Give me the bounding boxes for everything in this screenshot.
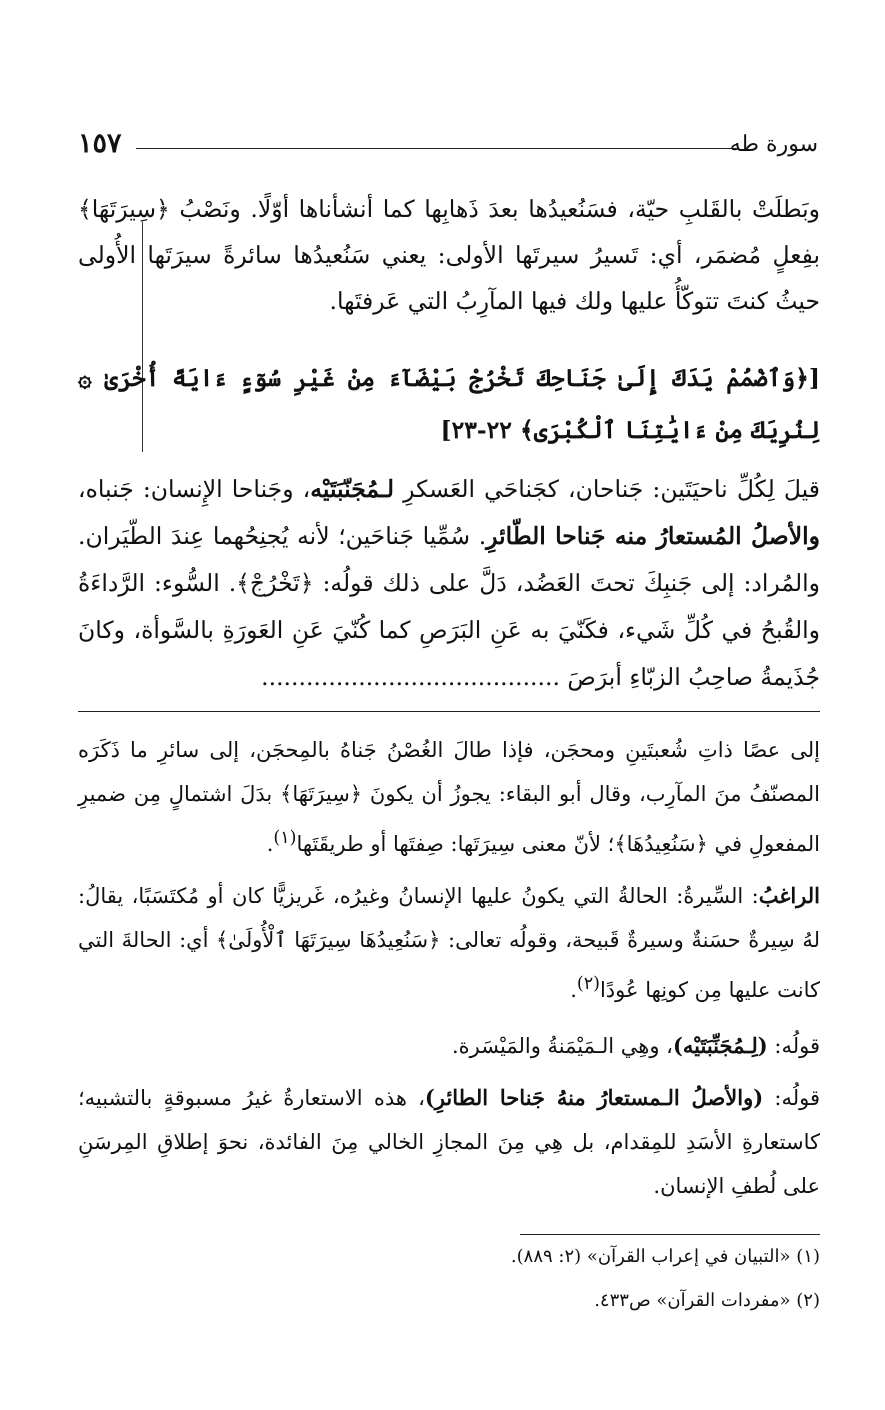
commentary-paragraph-1: إلى عصًا ذاتِ شُعبتَينِ ومحجَن، فإذا طالَ الغُصْنُ جَناهُ بالمِحجَن، إلى سائرِ ما ذَكَرَه المصنّفُ منَ المآرِب، وقال أبو البقاء: يجوزُ أن يكونَ ﴿سِيرَتَهَا﴾ بدَلَ اشتمالٍ مِن ضميرِ المفعولِ في ﴿سَنُعِيدُهَا﴾؛ لأنّ معنى سِيرَتَها: صِفتَها أو طريقَتَها$^{(١)}$. — [78, 738, 820, 856]
c4-lead: قولُه: — [763, 1086, 820, 1110]
c1-text: إلى عصًا ذاتِ شُعبتَينِ ومحجَن، فإذا طالَ الغُصْنُ جَناهُ بالمِحجَن، إلى سائرِ ما ذَكَرَه المصنّفُ منَ المآرِب، وقال أبو البقاء: يجوزُ أن يكونَ ﴿سِيرَتَهَا﴾ بدَلَ اشتمالٍ مِن ضميرِ المفعولِ في ﴿سَنُعِيدُهَا﴾؛ لأنّ معنى سِيرَتَها: صِفتَها أو طريقَتَها — [78, 738, 820, 856]
c3-rest: ، وهِي الـمَيْمَنةُ والمَيْسَرة. — [451, 1034, 673, 1058]
c2-text: : السِّيرةُ: الحالةُ التي يكونُ عليها الإنسانُ وغيرُه، غَريزيًّا كان أو مُكتَسَبًا، يقالُ: لهُ سِيرةٌ حسَنةٌ وسيرةٌ قَبيحة، وقولُه تعالى: ﴿سَنُعِيدُهَا سِيرَتَهَا ٱلْأُولَىٰ﴾ أي: الحالةَ التي كانت عليها مِن كونِها عُودًا — [78, 884, 820, 1002]
p2-ref: لـمُجَنّبَتَيْه — [310, 475, 395, 503]
p2-mid2: . سُمِّيا جَناحَين؛ لأنه يُجنِحُهما عِندَ الطّيَران. والمُراد: إلى جَنبِكَ تحتَ العَضُد، دَلَّ على ذلك قولُه: ﴿تَخْرُجْ﴾. السُّوء: الرَّداءَةُ والقُبحُ في كُلِّ شَيء، فكَنّيَ به عَنِ البَرَصِ كما كُنّيَ عَنِ العَورَةِ بالسَّوأة، وكانَ جُذَيمةُ صاحِبُ الزبّاءِ أبرَصَ — [78, 522, 820, 691]
c3-lead: قولُه: — [767, 1034, 820, 1058]
page-header — [78, 128, 818, 168]
c4-quote: (والأصلُ الـمستعارُ منهُ جَناحا الطائرِ) — [424, 1085, 764, 1110]
commentary-paragraph-2: الراغبُ: السِّيرةُ: الحالةُ التي يكونُ عليها الإنسانُ وغيرُه، غَريزيًّا كان أو مُكتَسَبًا، يقالُ: لهُ سِيرةٌ حسَنةٌ وسيرةٌ قَبيحة، وقولُه تعالى: ﴿سَنُعِيدُهَا سِيرَتَهَا ٱلْأُولَىٰ﴾ أي: الحالةَ التي كانت عليها مِن كونِها عُودًا$^{(٢)}$. — [78, 883, 820, 1002]
commentary-separator — [78, 711, 820, 712]
p2-start: قيلَ لِكُلِّ ناحيَتَين: جَناحان، كجَناحَي العَسكرِ — [394, 475, 820, 503]
quran-verse: [﴿وَٱضْمُمْ يَدَكَ إِلَىٰ جَنَاحِكَ تَخْرُجْ بَيْضَآءَ مِنْ غَيْرِ سُوٓءٍ ءَايَةً أُخْرَىٰ ۞ لِنُرِيَكَ مِنْ ءَايَٰتِنَا ٱلْكُبْرَى﴾ ٢٢-٢٣] — [78, 364, 820, 444]
page-number: ١٥٧ — [78, 128, 122, 159]
c4-rest: ، هذه الاستعارةُ غيرُ مسبوقةٍ بالتشبيه؛ كاستعارةِ الأسَدِ للمِقدام، بل هِي مِنَ المجازِ الخالي مِنَ الفائدة، نحوَ إطلاقِ المِرسَنِ على لُطفِ الإنسان. — [78, 1086, 820, 1198]
footnote-rule — [520, 1234, 820, 1235]
footnote-2: (٢) «مفردات القرآن» ص٤٣٣. — [594, 1290, 820, 1311]
c2-label: الراغبُ — [758, 883, 820, 908]
commentary-paragraph-3 — [78, 1024, 820, 1068]
main-text-paragraph-1: وبَطلَتْ بالقَلبِ حيّة، فسَنُعيدُها بعدَ ذَهابِها كما أنشأناها أوّلًا. ونَصْبُ ﴿سِيرَتَهَا﴾ بفِعلٍ مُضمَر، أي: تَسيرُ سيرتَها الأولى: يعني سَنُعيدُها سائرةً سيرَتَها الأُولى حيثُ كنتَ تتوكّأُ عليها ولك فيها المآرِبُ التي عَرفتَها. — [78, 195, 820, 315]
p2-bold-phrase: والأصلُ المُستعارُ منه جَناحا الطّائرِ — [486, 522, 820, 550]
main-text-paragraph-2 — [78, 466, 820, 701]
c3-quote: (لِـمُجَنِّبَتَيْه) — [672, 1033, 768, 1058]
commentary-paragraph-4 — [78, 1076, 820, 1208]
footnote-ref-1: (١) — [273, 828, 297, 848]
continuation-dots: ........................................ — [261, 663, 560, 691]
surah-title: سورة طه — [729, 132, 818, 157]
footnote-ref-2: (٢) — [576, 974, 600, 994]
header-rule — [136, 148, 736, 149]
footnote-1: (١) «التبيان في إعراب القرآن» (٢: ٨٨٩). — [510, 1246, 820, 1267]
p2-mid1: ، وجَناحا الإِنسان: جَنباه، — [78, 475, 311, 503]
